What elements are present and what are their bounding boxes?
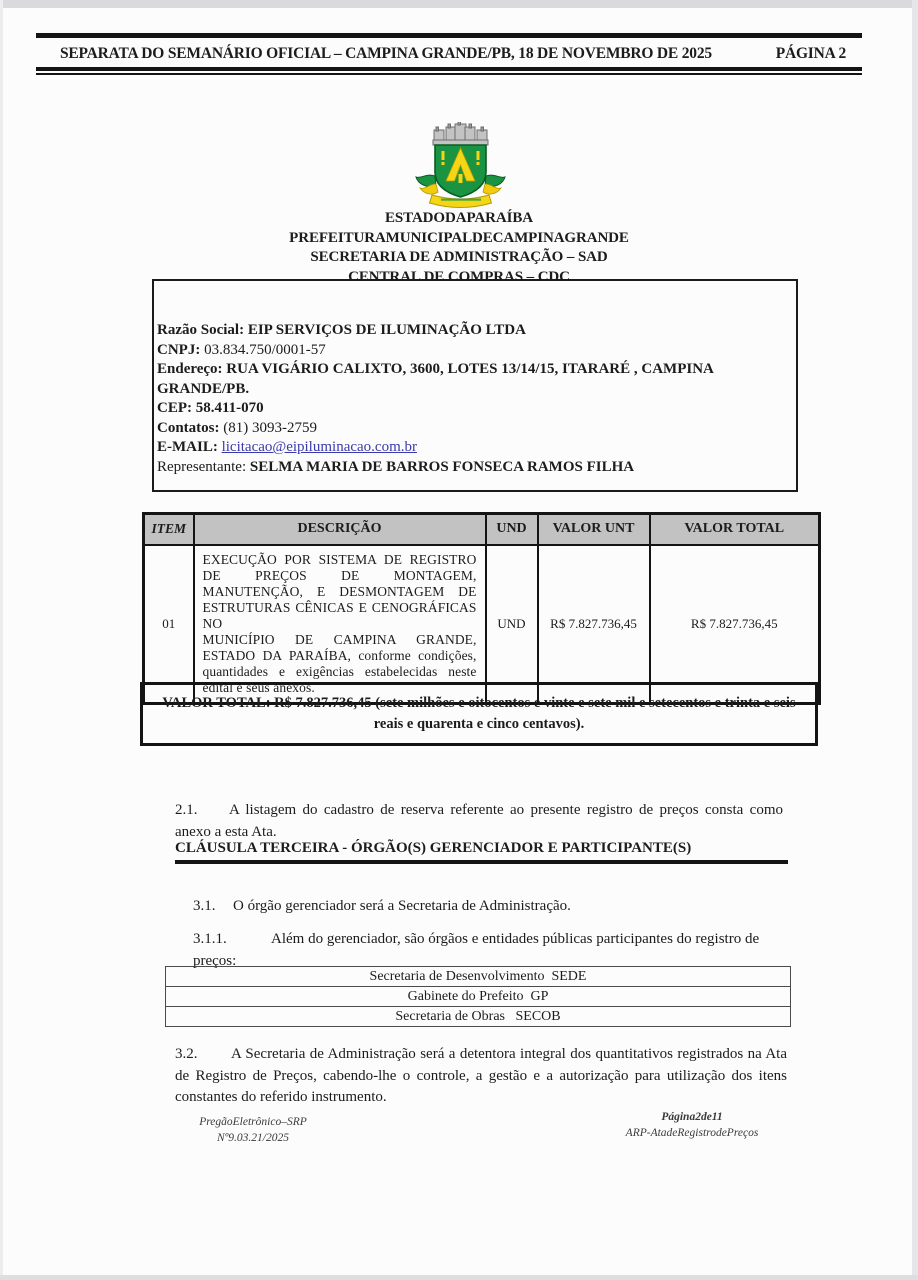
masthead-title: SEPARATA DO SEMANÁRIO OFICIAL – CAMPINA GRANDE/PB, 18 DE NOVEMBRO DE 2025: [60, 45, 712, 62]
footer-process-info: [183, 1114, 323, 1146]
masthead: [60, 45, 846, 63]
razao-social-value: EIP SERVIÇOS DE ILUMINAÇÃO LTDA: [247, 322, 526, 338]
page-number: PÁGINA 2: [775, 45, 846, 62]
email-label: E-MAIL:: [157, 439, 218, 455]
masthead-rule-top: [36, 33, 862, 38]
email-link[interactable]: licitacao@eipiluminacao.com.br: [221, 439, 417, 455]
email-line: [157, 438, 790, 458]
razao-social-line: [157, 321, 790, 341]
col-header-item: ITEM: [144, 514, 194, 545]
clause-3-1-1-text: Além do gerenciador, são órgãos e entidades públicas participantes do registro de preços:: [193, 931, 760, 969]
razao-social-label: Razão Social:: [157, 322, 245, 338]
org-line-secretaria: SECRETARIA DE ADMINISTRAÇÃO – SAD: [310, 249, 608, 265]
cep-line: [157, 399, 790, 419]
clause-3-1-1-number: 3.1.1.: [193, 931, 227, 947]
item-number-cell: 01: [144, 545, 194, 704]
footer-page-info: [612, 1109, 772, 1141]
cep-label: CEP:: [157, 400, 192, 416]
contatos-label: Contatos:: [157, 419, 220, 436]
cnpj-value: 03.834.750/0001-57: [204, 341, 326, 358]
city-coat-of-arms-icon: [403, 122, 515, 215]
item-description-part1: EXECUÇÃO POR SISTEMA DE REGISTRO DE PREÇOS DE MONTAGEM, MANUTENÇÃO, E DESMONTAGEM DE ESTRUTURAS CÊNICAS E CENOGRÁFICAS NO: [202, 551, 477, 631]
org-line-central: CENTRAL DE COMPRAS – CDC: [348, 268, 570, 285]
col-header-und: UND: [486, 514, 538, 545]
item-valor-unt-cell: R$ 7.827.736,45: [538, 545, 650, 704]
endereco-label: Endereço:: [157, 361, 223, 377]
footer-doc-type: ARP-AtadeRegistrodePreços: [625, 1127, 759, 1139]
contatos-value: (81) 3093-2759: [223, 419, 317, 436]
representante-label: Representante:: [157, 458, 247, 475]
table-row: [166, 967, 791, 987]
clause-2-1-text: A listagem do cadastro de reserva referente ao presente registro de preços consta como anexo a esta Ata.: [175, 802, 783, 840]
clause-3-heading: CLÁUSULA TERCEIRA - ÓRGÃO(S) GERENCIADOR E PARTICIPANTE(S): [175, 840, 692, 856]
photo-edge-left: [0, 0, 3, 1280]
clause-2-1: [175, 800, 783, 843]
representante-value: SELMA MARIA DE BARROS FONSECA RAMOS FILHA: [249, 458, 635, 475]
item-und-cell: UND: [486, 545, 538, 704]
footer-pregao: PregãoEletrônico–SRP: [199, 1116, 307, 1128]
org-header: [0, 209, 918, 287]
footer-pregao-number: Nº9.03.21/2025: [217, 1132, 289, 1144]
clause-3-2-number: 3.2.: [175, 1046, 198, 1062]
clause-3-2-text: A Secretaria de Administração será a detentora integral dos quantitativos registrados na Ata de Registro de Preços, cabendo-lhe o controle, a gestão e a autorização para utilização dos itens constantes do referido instrumento.: [175, 1046, 787, 1105]
masthead-rule-bottom: [36, 67, 862, 75]
org-line-state: ESTADODAPARAÍBA: [385, 210, 533, 226]
clause-3-1-number: 3.1.: [193, 898, 216, 914]
cep-value: 58.411-070: [195, 400, 264, 416]
supplier-info-box: [152, 279, 798, 492]
item-valor-total-cell: R$ 7.827.736,45: [650, 545, 820, 704]
valor-total-box: [140, 682, 818, 746]
representante-line: [157, 458, 790, 478]
contatos-line: [157, 419, 790, 439]
table-row: [144, 545, 820, 704]
col-header-valor-total: VALOR TOTAL: [650, 514, 820, 545]
item-description-cell: [194, 545, 486, 704]
clause-2-1-number: 2.1.: [175, 802, 198, 818]
cnpj-line: [157, 341, 790, 361]
participant-gp: Gabinete do Prefeito GP: [166, 987, 791, 1007]
org-line-prefeitura: PREFEITURAMUNICIPALDECAMPINAGRANDE: [289, 229, 629, 246]
photo-edge-top: [0, 0, 918, 8]
clause-3-1-text: O órgão gerenciador será a Secretaria de Administração.: [233, 898, 571, 914]
table-row: [166, 1007, 791, 1027]
col-header-descricao: DESCRIÇÃO: [194, 514, 486, 545]
footer-page-count: Página2de11: [661, 1111, 723, 1123]
participant-secob: Secretaria de Obras SECOB: [166, 1007, 791, 1027]
items-table: [142, 512, 821, 705]
col-header-valor-unt: VALOR UNT: [538, 514, 650, 545]
clause-3-heading-rule: [175, 860, 788, 864]
participant-sede: Secretaria de Desenvolvimento SEDE: [166, 967, 791, 987]
endereco-line: [157, 360, 790, 399]
clause-3-1: [193, 896, 793, 918]
valor-total-text: VALOR TOTAL: R$ 7.827.736,45 (sete milhões e oitocentos e vinte e sete mil e setecentos e trinta e seis reais e quarenta e cinco centavos).: [162, 695, 796, 732]
participants-table: [165, 966, 791, 1027]
table-row: [166, 987, 791, 1007]
endereco-value: RUA VIGÁRIO CALIXTO, 3600, LOTES 13/14/15, ITARARÉ , CAMPINA GRANDE/PB.: [157, 361, 714, 397]
cnpj-label: CNPJ:: [157, 341, 201, 358]
items-table-header-row: [144, 514, 820, 545]
photo-edge-bottom: [0, 1275, 918, 1280]
item-description-part2: MUNICÍPIO DE CAMPINA GRANDE, ESTADO DA PARAÍBA, conforme condições, quantidades e exigências estabelecidas neste edital e seus anexos.: [202, 631, 477, 695]
clause-3-2: [175, 1044, 787, 1109]
photo-edge-right: [912, 0, 918, 1280]
